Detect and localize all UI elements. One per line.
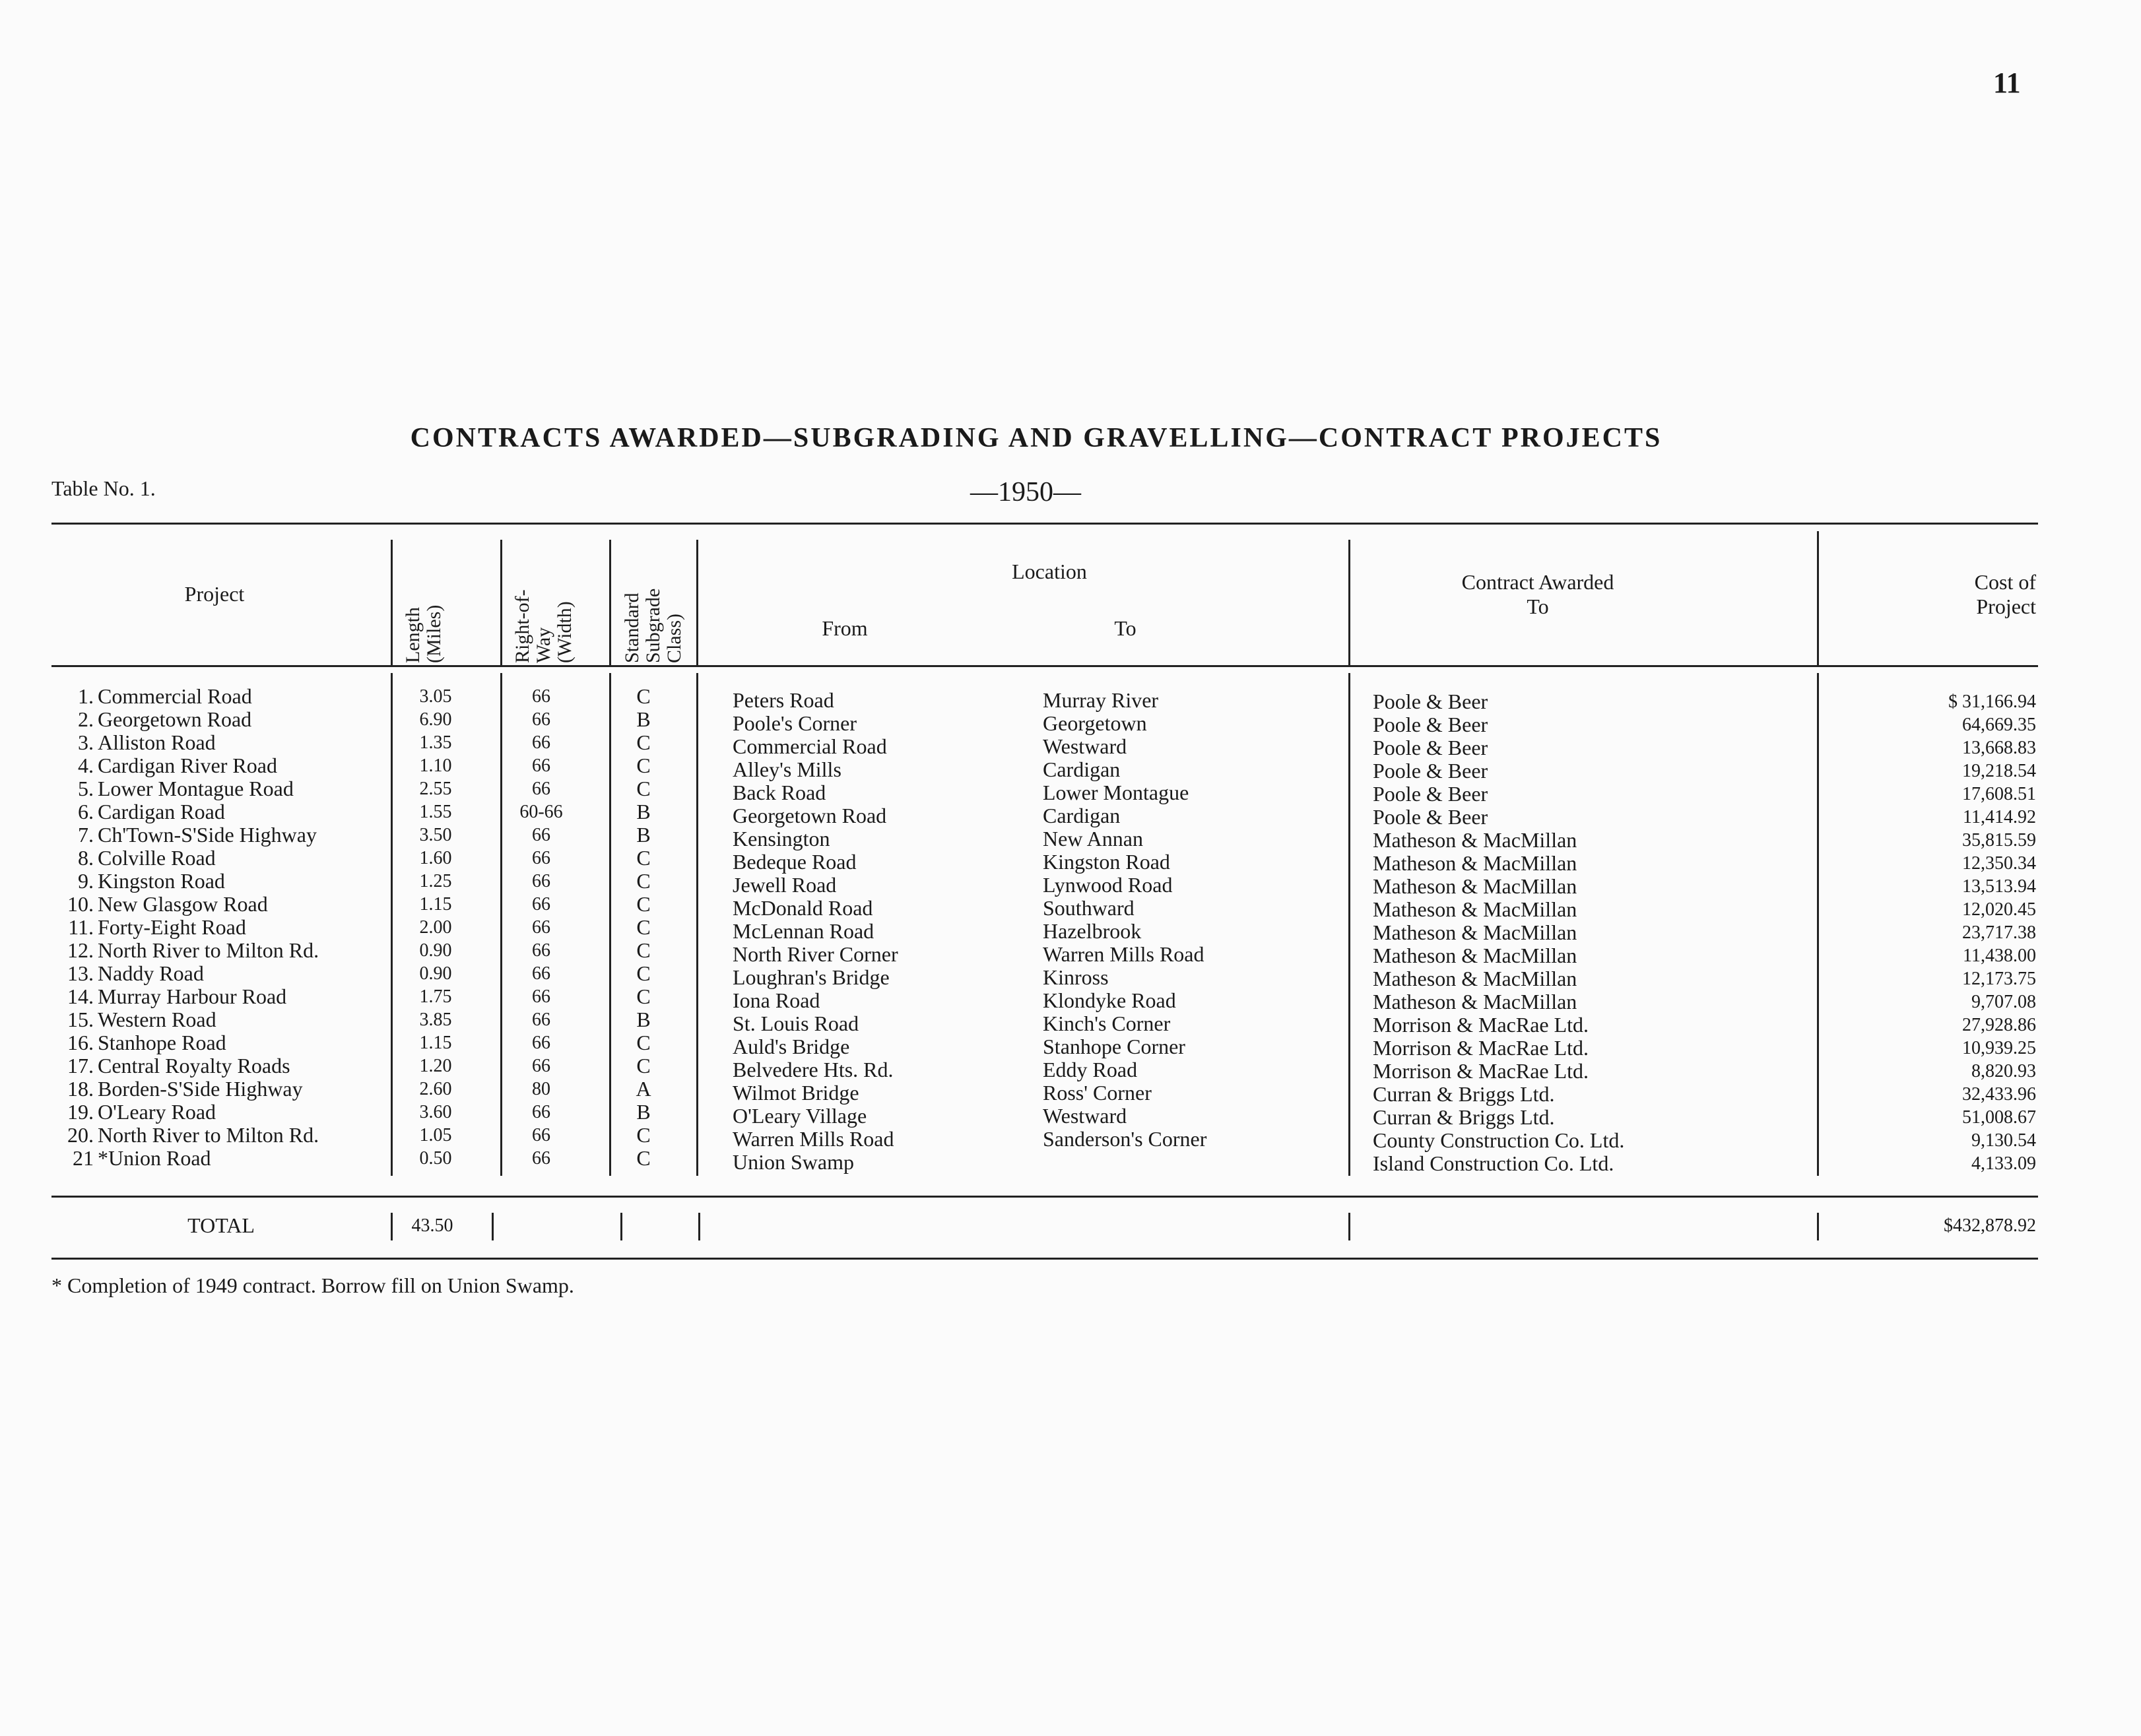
project-name: Ch'Town-S'Side Highway xyxy=(98,823,317,847)
row-number: 15. xyxy=(67,1008,94,1031)
location-to: Warren Mills Road xyxy=(1043,942,1204,966)
project-cost: 23,717.38 xyxy=(1962,922,2036,943)
project-name: Lower Montague Road xyxy=(98,777,294,800)
subgrade-class: C xyxy=(636,984,651,1008)
subgrade-class: B xyxy=(636,707,651,731)
project-cost: 19,218.54 xyxy=(1962,761,2036,781)
table-row xyxy=(0,1077,2141,1106)
location-to: Westward xyxy=(1043,1104,1127,1128)
header-length: Length (Miles) xyxy=(402,604,445,663)
column-divider xyxy=(391,540,393,666)
right-of-way: 66 xyxy=(532,732,550,753)
contractor: Morrison & MacRae Ltd. xyxy=(1373,1036,1589,1060)
header-contract-awarded: Contract Awarded To xyxy=(1461,570,1614,618)
subgrade-class: B xyxy=(636,823,651,847)
right-of-way: 66 xyxy=(532,848,550,868)
right-of-way: 66 xyxy=(532,894,550,915)
location-from: Warren Mills Road xyxy=(733,1127,894,1151)
project-cost: 4,133.09 xyxy=(1971,1153,2036,1174)
length-miles: 1.15 xyxy=(419,894,452,915)
subgrade-class: C xyxy=(636,846,651,870)
project-name: Alliston Road xyxy=(98,730,216,754)
right-of-way: 66 xyxy=(532,1102,550,1122)
length-miles: 1.15 xyxy=(419,1033,452,1053)
subgrade-class: C xyxy=(636,961,651,985)
contractor: Morrison & MacRae Ltd. xyxy=(1373,1013,1589,1037)
table-row xyxy=(0,800,2141,829)
length-miles: 6.90 xyxy=(419,709,452,730)
project-cost: 11,414.92 xyxy=(1963,807,2036,827)
contractor: Poole & Beer xyxy=(1373,713,1488,736)
length-miles: 1.10 xyxy=(419,755,452,776)
contractor: Matheson & MacMillan xyxy=(1373,897,1577,921)
length-miles: 3.50 xyxy=(419,825,452,845)
location-from: Loughran's Bridge xyxy=(733,965,890,989)
subgrade-class: A xyxy=(636,1077,651,1101)
location-to: Lynwood Road xyxy=(1043,873,1173,897)
length-miles: 1.20 xyxy=(419,1056,452,1076)
header-bottom-rule xyxy=(51,665,2038,667)
table-row xyxy=(0,846,2141,875)
row-number: 18. xyxy=(67,1077,94,1101)
length-miles: 0.90 xyxy=(419,940,452,961)
project-name: Borden-S'Side Highway xyxy=(98,1077,303,1101)
project-name: Colville Road xyxy=(98,846,216,870)
column-divider xyxy=(500,540,502,666)
contractor: Matheson & MacMillan xyxy=(1373,944,1577,967)
contractor: County Construction Co. Ltd. xyxy=(1373,1128,1625,1152)
length-miles: 1.55 xyxy=(419,802,452,822)
location-to: Stanhope Corner xyxy=(1043,1035,1185,1058)
location-from: Kensington xyxy=(733,827,830,851)
table-row xyxy=(0,915,2141,944)
location-from: O'Leary Village xyxy=(733,1104,867,1128)
subgrade-class: C xyxy=(636,1031,651,1054)
row-number: 9. xyxy=(78,869,94,893)
project-cost: 9,707.08 xyxy=(1971,992,2036,1012)
header-location: Location xyxy=(1012,560,1087,583)
location-from: North River Corner xyxy=(733,942,898,966)
length-miles: 1.05 xyxy=(419,1125,452,1145)
location-to: Sanderson's Corner xyxy=(1043,1127,1207,1151)
location-to: New Annan xyxy=(1043,827,1143,851)
location-to: Kinross xyxy=(1043,965,1109,989)
header-standard-subgrade: Standard Subgrade Class) xyxy=(621,588,685,663)
row-number: 1. xyxy=(78,684,94,708)
location-from: Poole's Corner xyxy=(733,711,857,735)
table-row xyxy=(0,892,2141,921)
table-row xyxy=(0,961,2141,990)
total-row xyxy=(0,1214,2141,1237)
right-of-way: 66 xyxy=(532,963,550,984)
location-to: Ross' Corner xyxy=(1043,1081,1152,1105)
row-number: 10. xyxy=(67,892,94,916)
total-bottom-rule xyxy=(51,1258,2038,1260)
subgrade-class: B xyxy=(636,1008,651,1031)
location-from: Georgetown Road xyxy=(733,804,887,827)
location-from: Back Road xyxy=(733,781,826,804)
column-divider xyxy=(609,540,611,666)
length-miles: 1.25 xyxy=(419,871,452,891)
contractor: Morrison & MacRae Ltd. xyxy=(1373,1059,1589,1083)
subgrade-class: C xyxy=(636,938,651,962)
table-row xyxy=(0,777,2141,806)
total-cost: $432,878.92 xyxy=(1944,1215,2036,1236)
project-name: *Union Road xyxy=(98,1146,211,1170)
location-to: Westward xyxy=(1043,734,1127,758)
contractor: Matheson & MacMillan xyxy=(1373,967,1577,990)
total-top-rule xyxy=(51,1196,2038,1198)
row-number: 16. xyxy=(67,1031,94,1054)
project-name: Western Road xyxy=(98,1008,216,1031)
row-number: 2. xyxy=(78,707,94,731)
length-miles: 0.90 xyxy=(419,963,452,984)
project-cost: 9,130.54 xyxy=(1971,1130,2036,1151)
row-number: 13. xyxy=(67,961,94,985)
subgrade-class: C xyxy=(636,684,651,708)
table-row xyxy=(0,869,2141,898)
header-right-of-way: Right-of- Way (Width) xyxy=(511,589,576,663)
contractor: Poole & Beer xyxy=(1373,805,1488,829)
length-miles: 3.85 xyxy=(419,1010,452,1030)
table-row xyxy=(0,823,2141,852)
header-from: From xyxy=(822,616,868,640)
table-row xyxy=(0,1008,2141,1037)
column-divider xyxy=(1817,531,1819,666)
contractor: Island Construction Co. Ltd. xyxy=(1373,1151,1614,1175)
contractor: Poole & Beer xyxy=(1373,782,1488,806)
contractor: Poole & Beer xyxy=(1373,690,1488,713)
table-row xyxy=(0,938,2141,967)
project-cost: 13,668.83 xyxy=(1962,738,2036,758)
right-of-way: 60-66 xyxy=(519,802,563,822)
subgrade-class: B xyxy=(636,800,651,823)
row-number: 17. xyxy=(67,1054,94,1077)
subgrade-class: C xyxy=(636,1146,651,1170)
project-name: Kingston Road xyxy=(98,869,225,893)
project-name: North River to Milton Rd. xyxy=(98,938,319,962)
location-to: Murray River xyxy=(1043,688,1159,712)
project-cost: 10,939.25 xyxy=(1962,1038,2036,1058)
location-from: Belvedere Hts. Rd. xyxy=(733,1058,894,1081)
location-to: Kingston Road xyxy=(1043,850,1170,874)
contractor: Matheson & MacMillan xyxy=(1373,990,1577,1013)
project-cost: 64,669.35 xyxy=(1962,715,2036,735)
right-of-way: 66 xyxy=(532,1148,550,1169)
location-from: Iona Road xyxy=(733,988,820,1012)
length-miles: 0.50 xyxy=(419,1148,452,1169)
subgrade-class: C xyxy=(636,869,651,893)
project-cost: 13,513.94 xyxy=(1962,876,2036,897)
row-number: 4. xyxy=(78,754,94,777)
length-miles: 3.60 xyxy=(419,1102,452,1122)
length-miles: 1.75 xyxy=(419,986,452,1007)
top-rule xyxy=(51,523,2038,525)
length-miles: 3.05 xyxy=(419,686,452,707)
row-number: 20. xyxy=(67,1123,94,1147)
contractor: Curran & Briggs Ltd. xyxy=(1373,1082,1555,1106)
right-of-way: 66 xyxy=(532,1056,550,1076)
project-name: Forty-Eight Road xyxy=(98,915,246,939)
row-number: 7. xyxy=(78,823,94,847)
table-row xyxy=(0,1031,2141,1060)
project-cost: 35,815.59 xyxy=(1962,830,2036,851)
table-row xyxy=(0,1100,2141,1129)
project-name: Cardigan River Road xyxy=(98,754,277,777)
location-to: Lower Montague xyxy=(1043,781,1189,804)
row-number: 5. xyxy=(78,777,94,800)
row-number: 14. xyxy=(67,984,94,1008)
table-label: Table No. 1. xyxy=(51,476,156,500)
right-of-way: 66 xyxy=(532,1125,550,1145)
project-cost: 12,020.45 xyxy=(1962,899,2036,920)
subgrade-class: C xyxy=(636,1123,651,1147)
location-to: Kinch's Corner xyxy=(1043,1012,1171,1035)
row-number: 19. xyxy=(67,1100,94,1124)
project-name: Cardigan Road xyxy=(98,800,225,823)
table-row xyxy=(0,1146,2141,1175)
right-of-way: 66 xyxy=(532,1033,550,1053)
footnote: * Completion of 1949 contract. Borrow fill on Union Swamp. xyxy=(51,1273,574,1297)
row-number: 6. xyxy=(78,800,94,823)
subgrade-class: B xyxy=(636,1100,651,1124)
length-miles: 2.00 xyxy=(419,917,452,938)
table-title: CONTRACTS AWARDED—SUBGRADING AND GRAVELLING—CONTRACT PROJECTS xyxy=(410,423,1663,453)
project-name: Murray Harbour Road xyxy=(98,984,287,1008)
length-miles: 2.60 xyxy=(419,1079,452,1099)
location-to: Georgetown xyxy=(1043,711,1147,735)
project-name: New Glasgow Road xyxy=(98,892,268,916)
subgrade-class: C xyxy=(636,892,651,916)
right-of-way: 66 xyxy=(532,917,550,938)
project-cost: 51,008.67 xyxy=(1962,1107,2036,1128)
right-of-way: 66 xyxy=(532,940,550,961)
project-name: Georgetown Road xyxy=(98,707,252,731)
right-of-way: 66 xyxy=(532,871,550,891)
row-number: 3. xyxy=(78,730,94,754)
location-from: Commercial Road xyxy=(733,734,887,758)
length-miles: 1.35 xyxy=(419,732,452,753)
project-cost: 32,433.96 xyxy=(1962,1084,2036,1105)
project-cost: 8,820.93 xyxy=(1971,1061,2036,1081)
location-to: Hazelbrook xyxy=(1043,919,1142,943)
right-of-way: 66 xyxy=(532,709,550,730)
right-of-way: 66 xyxy=(532,755,550,776)
right-of-way: 66 xyxy=(532,686,550,707)
right-of-way: 66 xyxy=(532,986,550,1007)
contractor: Poole & Beer xyxy=(1373,759,1488,783)
contractor: Poole & Beer xyxy=(1373,736,1488,759)
table-row xyxy=(0,754,2141,783)
subgrade-class: C xyxy=(636,777,651,800)
project-cost: 12,350.34 xyxy=(1962,853,2036,874)
table-row xyxy=(0,707,2141,736)
row-number: 11. xyxy=(68,915,94,939)
location-from: McDonald Road xyxy=(733,896,873,920)
project-cost: 27,928.86 xyxy=(1962,1015,2036,1035)
total-length: 43.50 xyxy=(411,1215,453,1236)
project-cost: $ 31,166.94 xyxy=(1948,691,2036,712)
project-name: North River to Milton Rd. xyxy=(98,1123,319,1147)
row-number: 8. xyxy=(78,846,94,870)
table-year: —1950— xyxy=(970,477,1081,507)
subgrade-class: C xyxy=(636,730,651,754)
location-to: Eddy Road xyxy=(1043,1058,1138,1081)
location-from: McLennan Road xyxy=(733,919,874,943)
page-number: 11 xyxy=(1993,67,2021,99)
row-number: 21 xyxy=(73,1146,94,1170)
table-row xyxy=(0,1054,2141,1083)
header-project: Project xyxy=(184,582,245,606)
header-to: To xyxy=(1114,616,1136,640)
project-name: O'Leary Road xyxy=(98,1100,216,1124)
project-name: Commercial Road xyxy=(98,684,252,708)
location-from: Alley's Mills xyxy=(733,757,841,781)
location-from: Jewell Road xyxy=(733,873,837,897)
subgrade-class: C xyxy=(636,915,651,939)
project-cost: 17,608.51 xyxy=(1962,784,2036,804)
right-of-way: 66 xyxy=(532,825,550,845)
project-name: Stanhope Road xyxy=(98,1031,226,1054)
column-divider xyxy=(1348,540,1350,666)
total-label: TOTAL xyxy=(187,1213,255,1237)
contractor: Matheson & MacMillan xyxy=(1373,828,1577,852)
right-of-way: 66 xyxy=(532,1010,550,1030)
table-row xyxy=(0,984,2141,1013)
location-from: Auld's Bridge xyxy=(733,1035,850,1058)
location-from: Peters Road xyxy=(733,688,834,712)
subgrade-class: C xyxy=(636,754,651,777)
contractor: Matheson & MacMillan xyxy=(1373,920,1577,944)
right-of-way: 80 xyxy=(532,1079,550,1099)
location-from: St. Louis Road xyxy=(733,1012,859,1035)
project-name: Central Royalty Roads xyxy=(98,1054,290,1077)
length-miles: 1.60 xyxy=(419,848,452,868)
column-divider xyxy=(696,540,698,666)
project-cost: 12,173.75 xyxy=(1962,969,2036,989)
table-row xyxy=(0,684,2141,713)
project-cost: 11,438.00 xyxy=(1963,946,2036,966)
location-from: Union Swamp xyxy=(733,1150,854,1174)
location-from: Wilmot Bridge xyxy=(733,1081,859,1105)
location-to: Cardigan xyxy=(1043,804,1121,827)
length-miles: 2.55 xyxy=(419,779,452,799)
contractor: Curran & Briggs Ltd. xyxy=(1373,1105,1555,1129)
subgrade-class: C xyxy=(636,1054,651,1077)
location-from: Bedeque Road xyxy=(733,850,857,874)
table-row xyxy=(0,1123,2141,1152)
contractor: Matheson & MacMillan xyxy=(1373,874,1577,898)
project-name: Naddy Road xyxy=(98,961,204,985)
row-number: 12. xyxy=(67,938,94,962)
location-to: Cardigan xyxy=(1043,757,1121,781)
contractor: Matheson & MacMillan xyxy=(1373,851,1577,875)
location-to: Klondyke Road xyxy=(1043,988,1176,1012)
right-of-way: 66 xyxy=(532,779,550,799)
location-to: Southward xyxy=(1043,896,1135,920)
header-cost: Cost of Project xyxy=(1974,570,2036,618)
table-row xyxy=(0,730,2141,759)
